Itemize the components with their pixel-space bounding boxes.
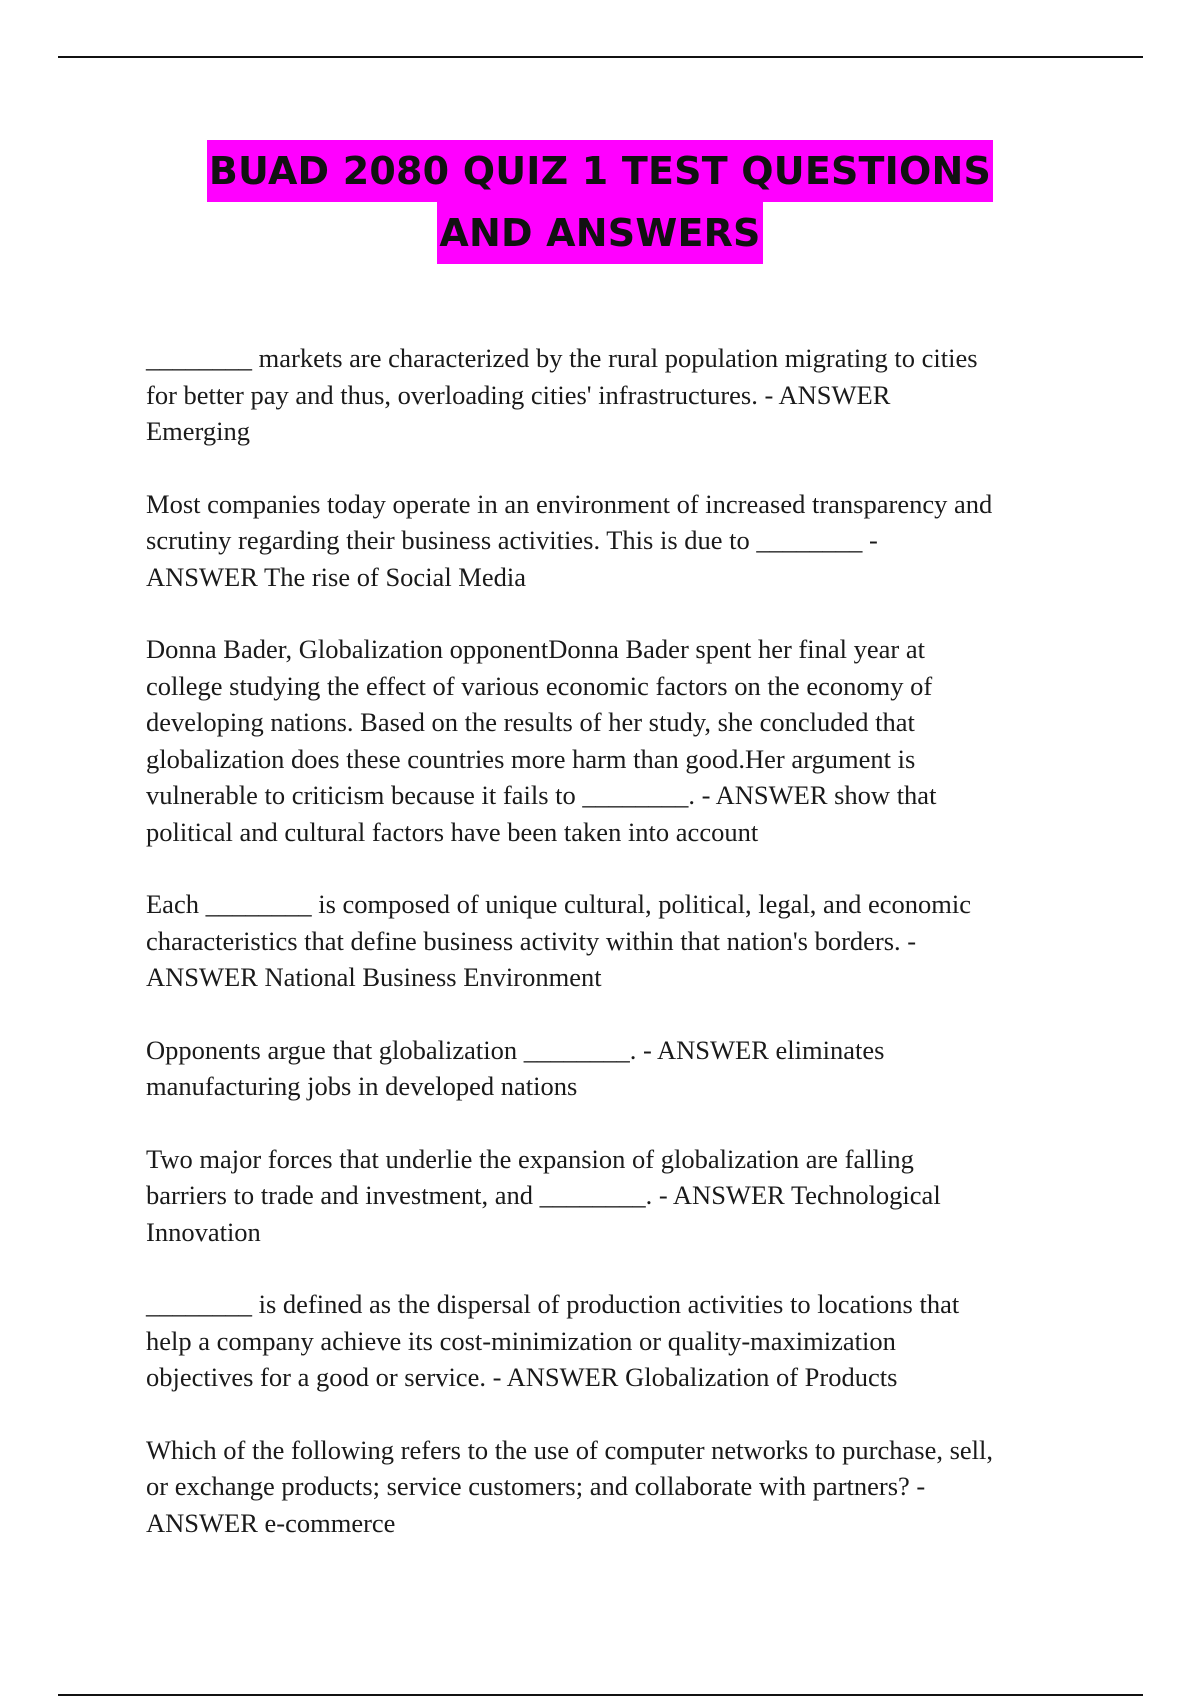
qa-item-3: Donna Bader, Globalization opponentDonna Bader spent her final year at college studying the effect of various economic factors on the economy of developing nations. Based on the results of her study, she concluded that globalization does these countries more harm than good.Her argument is vulnerable to criticism because it fails to ________. - ANSWER show that political and cultural factors have been taken into account: [146, 634, 937, 847]
qa-item-5: Opponents argue that globalization ________. - ANSWER eliminates manufacturing jobs in developed nations: [146, 1034, 885, 1101]
top-rule: [58, 56, 1143, 58]
qa-item-7: ________ is defined as the dispersal of production activities to locations that help a company achieve its cost-minimization or quality-maximization objectives for a good or service. - ANSWER Globalization of Products: [146, 1289, 960, 1392]
title-line-1: BUAD 2080 QUIZ 1 TEST QUESTIONS: [207, 140, 993, 202]
qa-item-4: Each ________ is composed of unique cultural, political, legal, and economic characteristics that define business activity within that nation's borders. - ANSWER National Business Environment: [146, 889, 971, 992]
question-answer-list: [146, 340, 1076, 1577]
qa-item-8: Which of the following refers to the use of computer networks to purchase, sell, or exchange products; service customers; and collaborate with partners? - ANSWER e-commerce: [146, 1434, 994, 1538]
qa-item-2: Most companies today operate in an environment of increased transparency and scrutiny regarding their business activities. This is due to ________ - ANSWER The rise of Social Media: [146, 488, 993, 592]
page-title: [0, 140, 1200, 264]
title-line-2: AND ANSWERS: [437, 202, 762, 264]
bottom-rule: [58, 1694, 1143, 1696]
qa-item-1: ________ markets are characterized by the rural population migrating to cities for better pay and thus, overloading cities' infrastructures. - ANSWER Emerging: [146, 343, 978, 446]
qa-item-6: Two major forces that underlie the expansion of globalization are falling barriers to trade and investment, and ________. - ANSWER Technological Innovation: [146, 1143, 941, 1247]
